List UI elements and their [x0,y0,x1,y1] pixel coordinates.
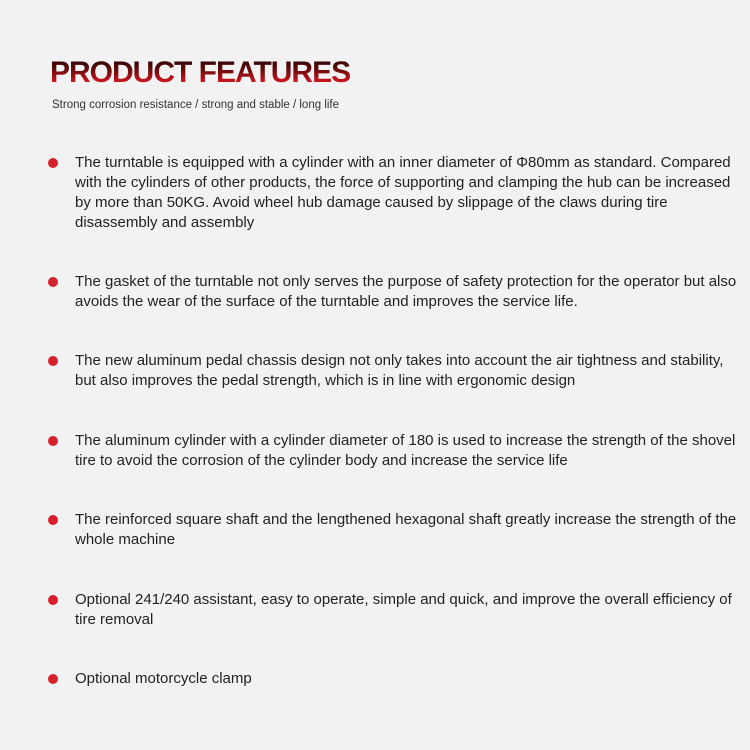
bullet-dot-icon [48,356,58,366]
header [50,56,350,112]
feature-item [48,153,738,233]
feature-text: Optional motorcycle clamp [75,670,252,687]
bullet-dot-icon [48,277,58,287]
page-title: PRODUCT FEATURES [50,56,351,89]
feature-item [48,590,738,630]
feature-item [48,351,738,391]
bullet-dot-icon [48,158,58,168]
feature-text: The gasket of the turntable not only serves the purpose of safety protection for the operator but also avoids the wear of the surface of the turntable and improves the service life. [75,273,737,310]
bullet-dot-icon [48,515,58,525]
feature-text: The aluminum cylinder with a cylinder diameter of 180 is used to increase the strength of the shovel tire to avoid the corrosion of the cylinder body and increase the service life [75,432,736,469]
feature-item [48,272,738,312]
bullet-dot-icon [48,674,58,684]
feature-text: The new aluminum pedal chassis design not only takes into account the air tightness and stability, but also improves the pedal strength, which is in line with ergonomic design [75,352,724,389]
feature-item [48,510,738,550]
feature-text: The turntable is equipped with a cylinder with an inner diameter of Φ80mm as standard. Compared with the cylinders of other products, the force of supporting and clamping the hub can be increased by more than 50KG. Avoid wheel hub damage caused by slippage of the claws during tire disassembly and assembly [75,154,731,231]
bullet-dot-icon [48,595,58,605]
feature-item [48,669,738,689]
bullet-dot-icon [48,436,58,446]
feature-item [48,431,738,471]
feature-text: Optional 241/240 assistant, easy to operate, simple and quick, and improve the overall efficiency of tire removal [75,591,732,628]
feature-text: The reinforced square shaft and the lengthened hexagonal shaft greatly increase the strength of the whole machine [75,511,737,548]
page-subtitle: Strong corrosion resistance / strong and stable / long life [52,99,340,111]
